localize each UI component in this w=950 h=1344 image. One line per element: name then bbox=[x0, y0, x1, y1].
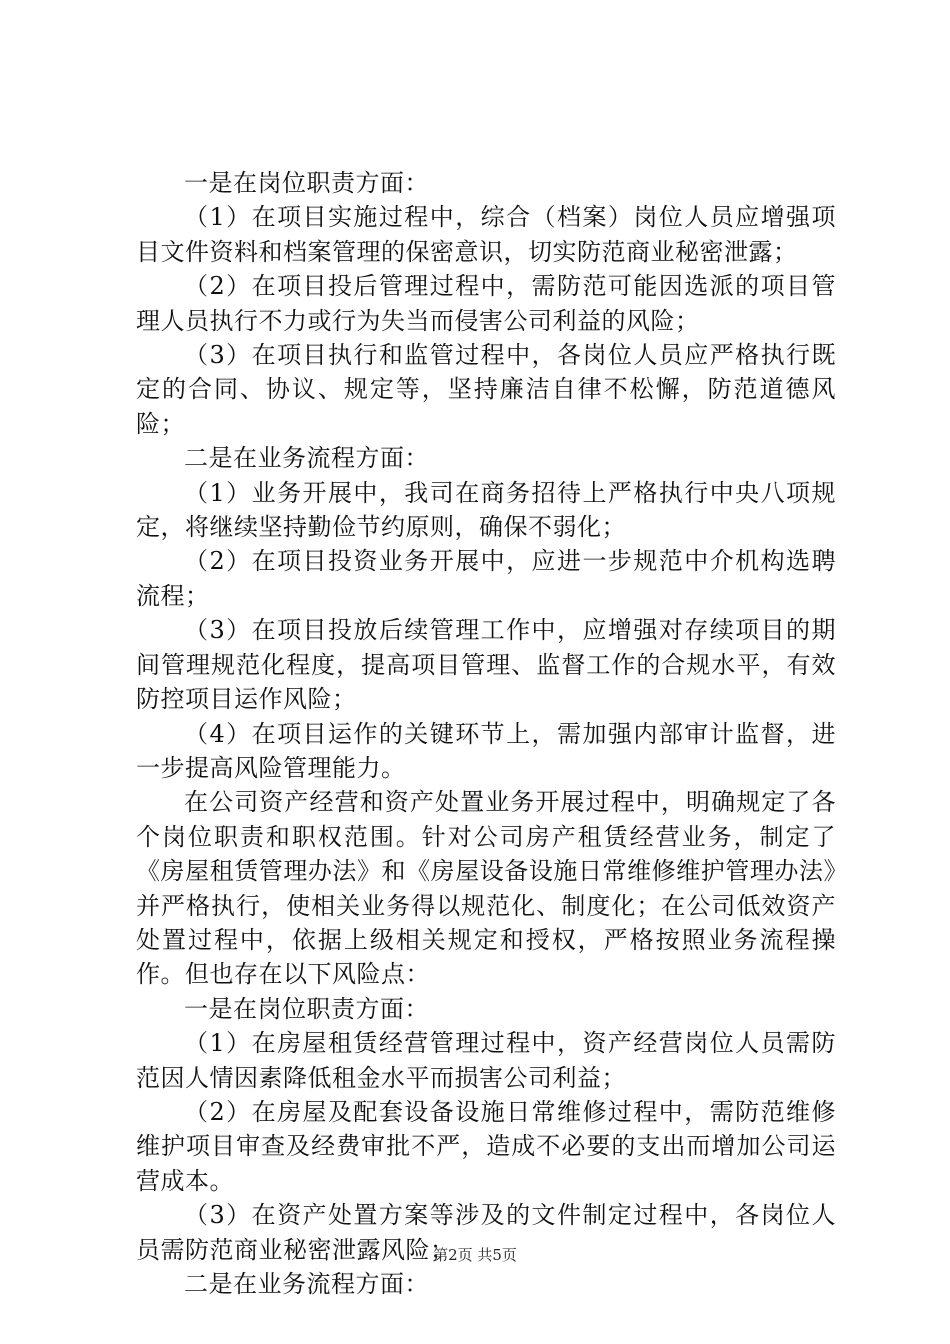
paragraph: （1）业务开展中，我司在商务招待上严格执行中央八项规定，将继续坚持勤俭节约原则，确保不弱化； bbox=[136, 478, 836, 542]
paragraph: （2）在项目投资业务开展中，应进一步规范中介机构选聘流程； bbox=[136, 547, 836, 610]
document-body bbox=[136, 166, 836, 1301]
paragraph: （3）在项目投放后续管理工作中，应增强对存续项目的期间管理规范化程度，提高项目管理、监督工作的合规水平，有效防控项目运作风险； bbox=[136, 616, 836, 714]
paragraph: 在公司资产经营和资产处置业务开展过程中，明确规定了各个岗位职责和职权范围。针对公司房产租赁经营业务，制定了《房屋租赁管理办法》和《房屋设备设施日常维修维护管理办法》并严格执行，使相关业务得以规范化、制度化；在公司低效资产处置过程中，依据上级相关规定和授权，严格按照业务流程操作。但也存在以下风险点： bbox=[136, 788, 836, 989]
paragraph: 二是在业务流程方面： bbox=[184, 1270, 429, 1298]
paragraph: 二是在业务流程方面： bbox=[184, 444, 429, 473]
paragraph: 一是在岗位职责方面： bbox=[184, 994, 429, 1023]
paragraph: （1）在房屋租赁经营管理过程中，资产经营岗位人员需防范因人情因素降低租金水平而损害公司利益； bbox=[136, 1029, 836, 1092]
paragraph: （4）在项目运作的关键环节上，需加强内部审计监督，进一步提高风险管理能力。 bbox=[136, 719, 836, 782]
paragraph: （2）在房屋及配套设备设施日常维修过程中，需防范维修维护项目审查及经费审批不严，造成不必要的支出而增加公司运营成本。 bbox=[136, 1097, 836, 1195]
paragraph: （2）在项目投后管理过程中，需防范可能因选派的项目管理人员执行不力或行为失当而侵害公司利益的风险； bbox=[136, 272, 836, 335]
paragraph: （3）在项目执行和监管过程中，各岗位人员应严格执行既定的合同、协议、规定等，坚持廉洁自律不松懈，防范道德风险； bbox=[136, 341, 836, 438]
paragraph: （1）在项目实施过程中，综合（档案）岗位人员应增强项目文件资料和档案管理的保密意识，切实防范商业秘密泄露； bbox=[136, 203, 836, 266]
page-number-footer: 第2页 共5页 bbox=[433, 1246, 517, 1264]
paragraph: （3）在资产处置方案等涉及的文件制定过程中，各岗位人员需防范商业秘密泄露风险； bbox=[136, 1201, 836, 1264]
paragraph: 一是在岗位职责方面： bbox=[184, 169, 429, 197]
